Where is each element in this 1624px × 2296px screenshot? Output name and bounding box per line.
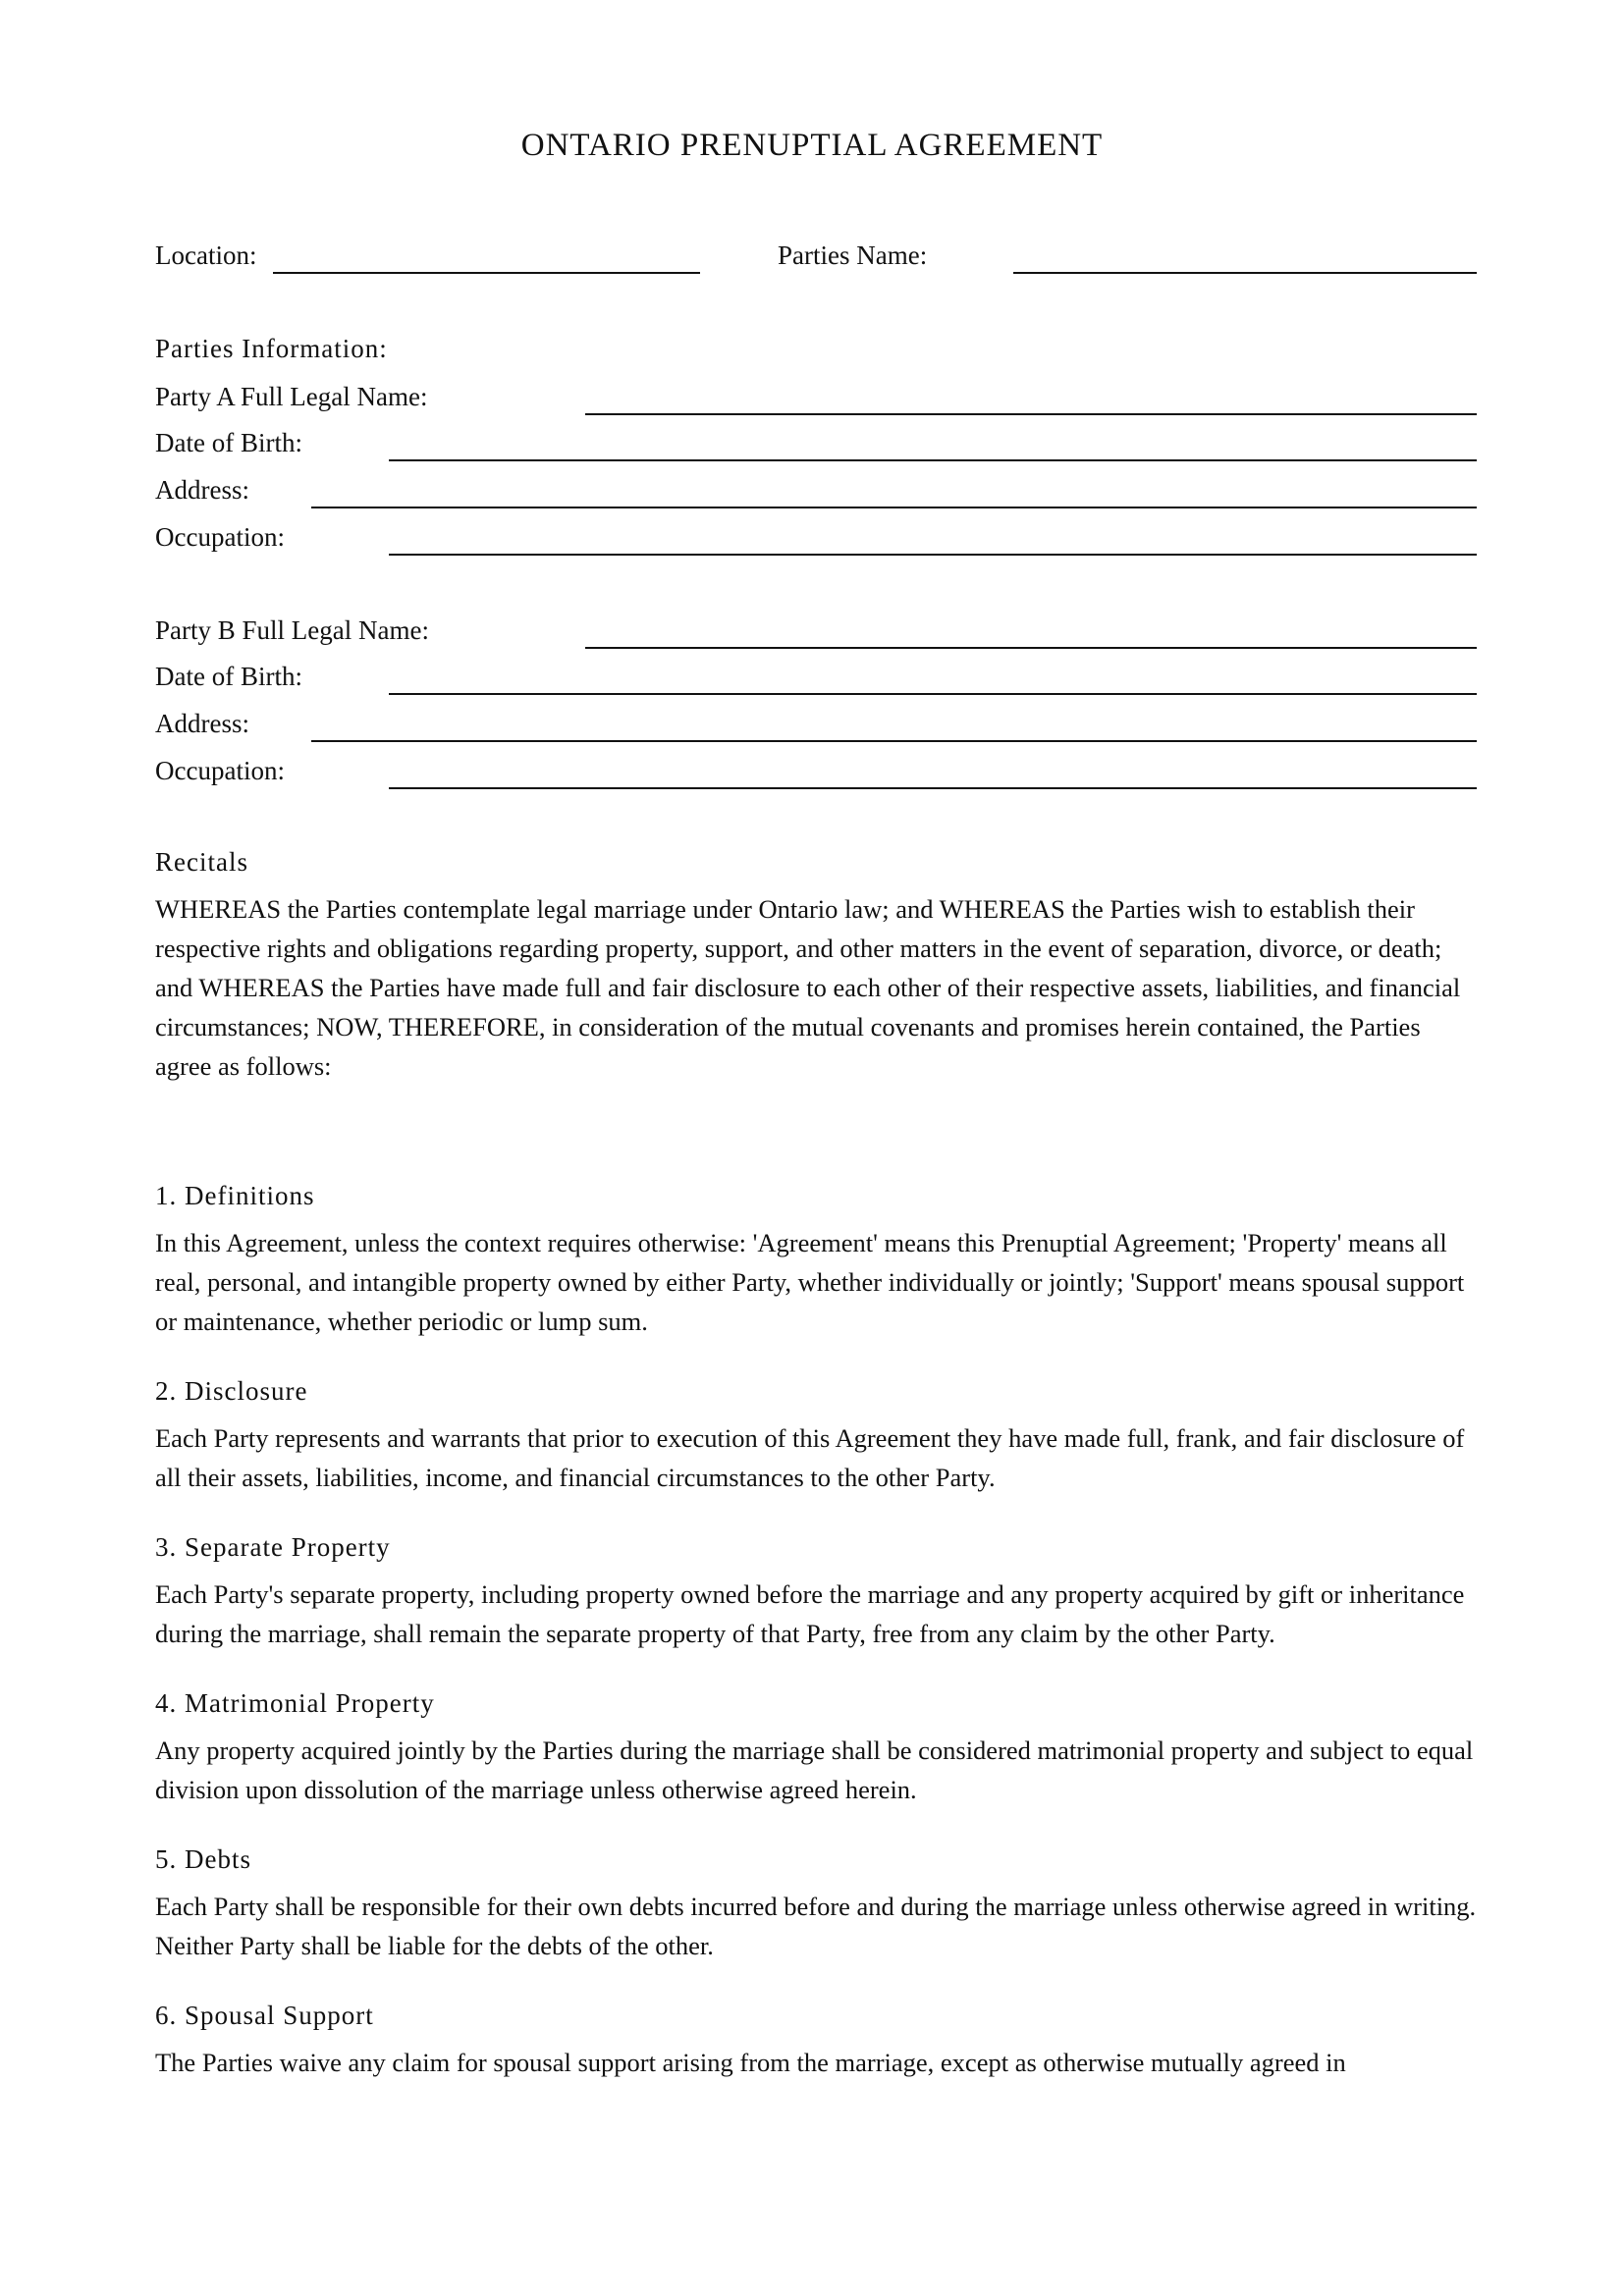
section-text: Any property acquired jointly by the Parties during the marriage shall be considered matrimonial property and subject to equal division upon dissolution of the marriage unless otherwise agreed herein. xyxy=(155,1735,1474,1804)
parties-information-label: Parties Information: xyxy=(155,334,388,363)
party-b-occupation-label: Occupation: xyxy=(155,756,285,785)
party-b-dob-field[interactable] xyxy=(389,693,1477,695)
recitals-text: WHEREAS the Parties contemplate legal marriage under Ontario law; and WHEREAS the Parties wish to establish their respective rights and obligations regarding property, support, and other matters in the event of separation, divorce, or death; and WHEREAS the Parties have made full and fair disclosure to each other of their respective assets, liabilities, and financial circumstances; NOW, THEREFORE, in consideration of the mutual covenants and promises herein contained, the Parties agree as follows: xyxy=(155,894,1461,1081)
party-a-dob-label: Date of Birth: xyxy=(155,428,302,457)
party-b-occupation-row xyxy=(155,749,1477,792)
section-heading: 5. Debts xyxy=(155,1844,251,1874)
party-a-dob-row xyxy=(155,421,1477,464)
party-a-name-label: Party A Full Legal Name: xyxy=(155,382,428,411)
party-a-address-label: Address: xyxy=(155,475,249,505)
location-row xyxy=(155,234,1477,277)
party-b-address-label: Address: xyxy=(155,709,249,738)
recitals-heading: Recitals xyxy=(155,847,248,877)
party-a-address-row xyxy=(155,468,1477,511)
section-heading: 3. Separate Property xyxy=(155,1532,391,1562)
party-b-dob-row xyxy=(155,655,1477,698)
party-a-occupation-row xyxy=(155,515,1477,559)
section-heading: 6. Spousal Support xyxy=(155,2001,374,2030)
section-heading: 2. Disclosure xyxy=(155,1376,308,1406)
party-a-dob-field[interactable] xyxy=(389,459,1477,461)
party-b-name-field[interactable] xyxy=(585,647,1477,649)
party-b-occupation-field[interactable] xyxy=(389,787,1477,789)
party-b-name-label: Party B Full Legal Name: xyxy=(155,615,429,645)
section-text: Each Party's separate property, including property owned before the marriage and any property acquired by gift or inheritance during the marriage, shall remain the separate property of that Party, free from any claim by the other Party. xyxy=(155,1579,1465,1648)
section-text: Each Party shall be responsible for their own debts incurred before and during the marriage unless otherwise agreed in writing. Neither Party shall be liable for the debts of the other. xyxy=(155,1892,1477,1960)
parties-name-field[interactable] xyxy=(1013,272,1477,274)
location-label: Location: xyxy=(155,240,257,270)
section-heading: 4. Matrimonial Property xyxy=(155,1688,435,1718)
party-b-address-field[interactable] xyxy=(311,740,1477,742)
party-b-address-row xyxy=(155,702,1477,745)
party-b-dob-label: Date of Birth: xyxy=(155,662,302,691)
section-text: Each Party represents and warrants that prior to execution of this Agreement they have made full, frank, and fair disclosure of all their assets, liabilities, income, and financial circumstances to the other Party. xyxy=(155,1423,1465,1492)
parties-name-label: Parties Name: xyxy=(778,240,928,270)
party-b-name-row xyxy=(155,609,1477,652)
party-a-occupation-field[interactable] xyxy=(389,554,1477,556)
party-a-name-row xyxy=(155,375,1477,418)
document-title: ONTARIO PRENUPTIAL AGREEMENT xyxy=(520,128,1104,163)
section-text: In this Agreement, unless the context requires otherwise: 'Agreement' means this Prenuptial Agreement; 'Property' means all real, personal, and intangible property owned by either Party, whether individually or jointly; 'Support' means spousal support or maintenance, whether periodic or lump sum. xyxy=(155,1228,1465,1336)
party-a-name-field[interactable] xyxy=(585,413,1477,415)
section-heading: 1. Definitions xyxy=(155,1181,315,1210)
section-text: The Parties waive any claim for spousal support arising from the marriage, except as otherwise mutually agreed in xyxy=(155,2048,1346,2077)
party-a-address-field[interactable] xyxy=(311,507,1477,508)
location-field[interactable] xyxy=(273,272,700,274)
party-a-occupation-label: Occupation: xyxy=(155,522,285,552)
